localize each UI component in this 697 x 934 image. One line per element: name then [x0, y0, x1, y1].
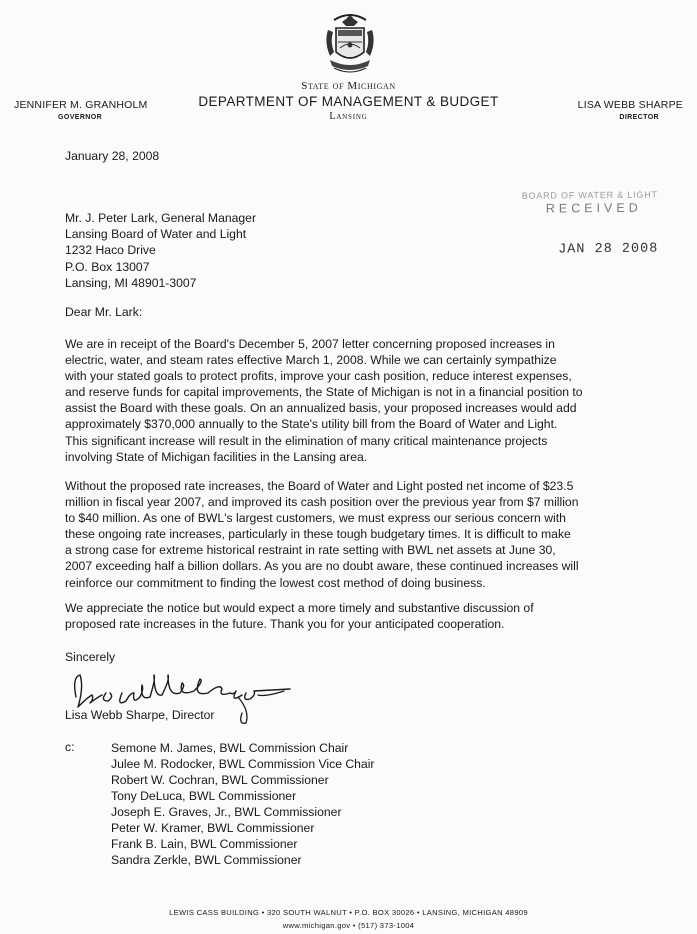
stamp-line-organization: BOARD OF WATER & LIGHT: [521, 189, 658, 201]
stamp-line-received: RECEIVED: [545, 200, 642, 216]
letter-date: January 28, 2008: [65, 149, 160, 163]
body-paragraph-2: [65, 478, 579, 591]
cc-recipient: Semone M. James, BWL Commission Chair: [111, 741, 349, 755]
address-line: Mr. J. Peter Lark, General Manager: [65, 211, 257, 225]
cc-label: c:: [65, 740, 75, 754]
address-line: Lansing, MI 48901-3007: [65, 275, 197, 290]
cc-recipient: Sandra Zerkle, BWL Commissioner: [111, 853, 302, 867]
paragraph-line: This significant increase will result in the elimination of many critical maintenance projects: [65, 433, 548, 448]
paragraph-line: Without the proposed rate increases, the Board of Water and Light posted net income of $23.5: [65, 479, 574, 493]
paragraph-line: million in fiscal year 2007, and improved its cash position over the previous year from $7 million: [65, 495, 579, 510]
cc-list: [111, 740, 374, 868]
paragraph-line: We appreciate the notice but would expect a more timely and substantive discussion of: [65, 601, 534, 615]
cc-recipient: Frank B. Lain, BWL Commissioner: [111, 837, 298, 851]
paragraph-line: to $40 million. As one of BWL's largest customers, we must express our serious concern with: [65, 511, 566, 526]
letterhead-city: Lansing: [329, 111, 368, 122]
paragraph-line: involving State of Michigan facilities in the Lansing area.: [65, 449, 368, 464]
letterhead-state-name: State of Michigan: [301, 80, 396, 92]
paragraph-line: a strong case for extreme historical restraint in rate setting with BWL net assets at June 30,: [65, 543, 556, 558]
address-line: P.O. Box 13007: [65, 259, 150, 274]
paragraph-line: proposed rate increases in the future. Thank you for your anticipated cooperation.: [65, 617, 505, 632]
cc-recipient: Peter W. Kramer, BWL Commissioner: [111, 821, 315, 835]
paragraph-line: electric, water, and steam rates effective March 1, 2008. While we can certainly sympathize: [65, 353, 557, 368]
paragraph-line: 2007 exceeding half a billion dollars. As you are no doubt aware, these continued increases will: [65, 559, 579, 574]
address-line: 1232 Haco Drive: [65, 243, 156, 258]
paragraph-line: and reserve funds for capital improvements, the State of Michigan is not in a financial position to: [65, 385, 583, 400]
received-stamp: [520, 189, 697, 271]
paragraph-line: assist the Board with these goals. On an annualized basis, your proposed increases would add: [65, 401, 577, 416]
director-name: LISA WEBB SHARPE: [577, 99, 683, 111]
michigan-seal-icon: [320, 12, 380, 78]
director-title: DIRECTOR: [619, 114, 659, 121]
stamp-line-date: JAN 28 2008: [558, 241, 659, 258]
address-line: Lansing Board of Water and Light: [65, 227, 247, 242]
closing: Sincerely: [65, 650, 116, 664]
footer-contact: www.michigan.gov • (517) 373-1004: [282, 921, 415, 930]
recipient-address: [65, 210, 256, 291]
paragraph-line: with your stated goals to protect profits, improve your cash position, reduce interest expenses,: [65, 369, 572, 384]
letterhead-department: DEPARTMENT OF MANAGEMENT & BUDGET: [198, 94, 499, 109]
salutation: Dear Mr. Lark:: [65, 305, 143, 319]
footer-address: LEWIS CASS BUILDING • 320 SOUTH WALNUT • P.O. BOX 30026 • LANSING, MICHIGAN 48909: [169, 908, 528, 917]
paragraph-line: We are in receipt of the Board's December 5, 2007 letter concerning proposed increases in: [65, 337, 555, 351]
paragraph-line: these ongoing rate increases, particularly in these tough budgetary times. It is difficult to make: [65, 527, 571, 542]
governor-title: GOVERNOR: [58, 114, 103, 121]
body-paragraph-3: [65, 600, 534, 632]
cc-recipient: Tony DeLuca, BWL Commissioner: [111, 789, 297, 803]
governor-name: JENNIFER M. GRANHOLM: [14, 99, 148, 111]
paragraph-line: approximately $370,000 annually to the State's utility bill from the Board of Water and Light.: [65, 417, 558, 432]
cc-recipient: Joseph E. Graves, Jr., BWL Commissioner: [111, 805, 342, 819]
body-paragraph-1: [65, 336, 583, 465]
cc-recipient: Robert W. Cochran, BWL Commissioner: [111, 773, 329, 787]
paragraph-line: reinforce our commitment to finding the lowest cost method of doing business.: [65, 575, 486, 590]
cc-recipient: Julee M. Rodocker, BWL Commission Vice Chair: [111, 757, 375, 771]
signer-name: Lisa Webb Sharpe, Director: [65, 708, 215, 722]
